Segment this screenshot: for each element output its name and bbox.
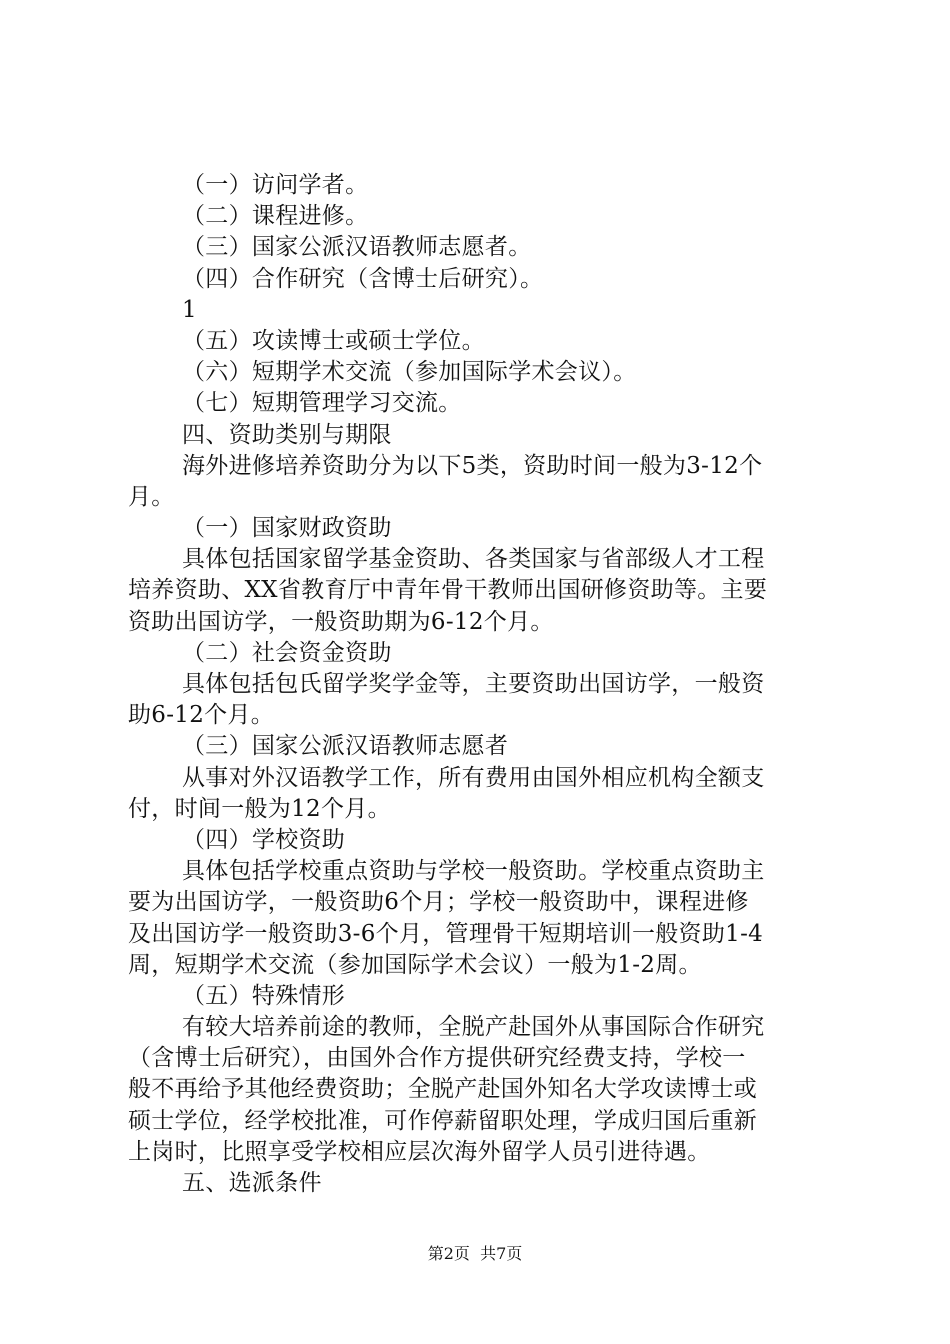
text-line: （五）特殊情形 <box>182 982 346 1009</box>
text-line: 月。 <box>128 483 175 510</box>
page-total: 共7页 <box>480 1244 523 1263</box>
text-line: 资助出国访学，一般资助期为6-12个月。 <box>128 608 554 635</box>
text-line: 付，时间一般为12个月。 <box>128 795 391 822</box>
text-line: （含博士后研究），由国外合作方提供研究经费支持，学校一 <box>128 1045 746 1072</box>
text-line: 上岗时，比照享受学校相应层次海外留学人员引进待遇。 <box>128 1138 711 1165</box>
text-line: 有较大培养前途的教师，全脱产赴国外从事国际合作研究 <box>182 1014 765 1041</box>
text-line: 及出国访学一般资助3-6个月，管理骨干短期培训一般资助1-4 <box>128 920 764 947</box>
text-line: 四、资助类别与期限 <box>182 421 392 448</box>
text-line: （一）国家财政资助 <box>182 515 392 542</box>
text-line: （七）短期管理学习交流。 <box>182 390 462 417</box>
text-line: （一）访问学者。 <box>182 172 369 198</box>
text-line: （三）国家公派汉语教师志愿者。 <box>182 234 532 261</box>
text-line: 1 <box>182 296 197 323</box>
text-line: 五、选派条件 <box>182 1170 322 1196</box>
text-line: 海外进修培养资助分为以下5类，资助时间一般为3-12个 <box>182 452 763 479</box>
page-footer <box>0 1243 950 1265</box>
text-line: （五）攻读博士或硕士学位。 <box>182 327 485 354</box>
text-line: 具体包括国家留学基金资助、各类国家与省部级人才工程 <box>182 546 765 573</box>
text-line: 般不再给予其他经费资助；全脱产赴国外知名大学攻读博士或 <box>128 1076 758 1103</box>
text-line: 具体包括学校重点资助与学校一般资助。学校重点资助主 <box>182 858 765 885</box>
text-line: 从事对外汉语教学工作，所有费用由国外相应机构全额支 <box>182 764 765 791</box>
text-line: （六）短期学术交流（参加国际学术会议）。 <box>182 359 637 386</box>
text-line: 培养资助、XX省教育厅中青年骨干教师出国研修资助等。主要 <box>128 577 768 604</box>
text-line: （二）社会资金资助 <box>182 639 392 666</box>
footer-separator <box>470 1244 480 1263</box>
text-line: 助6-12个月。 <box>128 702 275 729</box>
text-line: 硕士学位，经学校批准，可作停薪留职处理，学成归国后重新 <box>128 1107 758 1134</box>
text-line: 要为出国访学，一般资助6个月；学校一般资助中，课程进修 <box>128 889 749 916</box>
text-line: （四）学校资助 <box>182 826 346 853</box>
text-line: （四）合作研究（含博士后研究）。 <box>182 265 544 292</box>
text-line: （二）课程进修。 <box>182 203 369 230</box>
document-body <box>128 170 832 1199</box>
text-line: （三）国家公派汉语教师志愿者 <box>182 733 509 760</box>
text-line: 周，短期学术交流（参加国际学术会议）一般为1-2周。 <box>128 951 702 978</box>
text-line: 具体包括包氏留学奖学金等，主要资助出国访学，一般资 <box>182 671 765 697</box>
page-number: 第2页 <box>427 1244 470 1263</box>
